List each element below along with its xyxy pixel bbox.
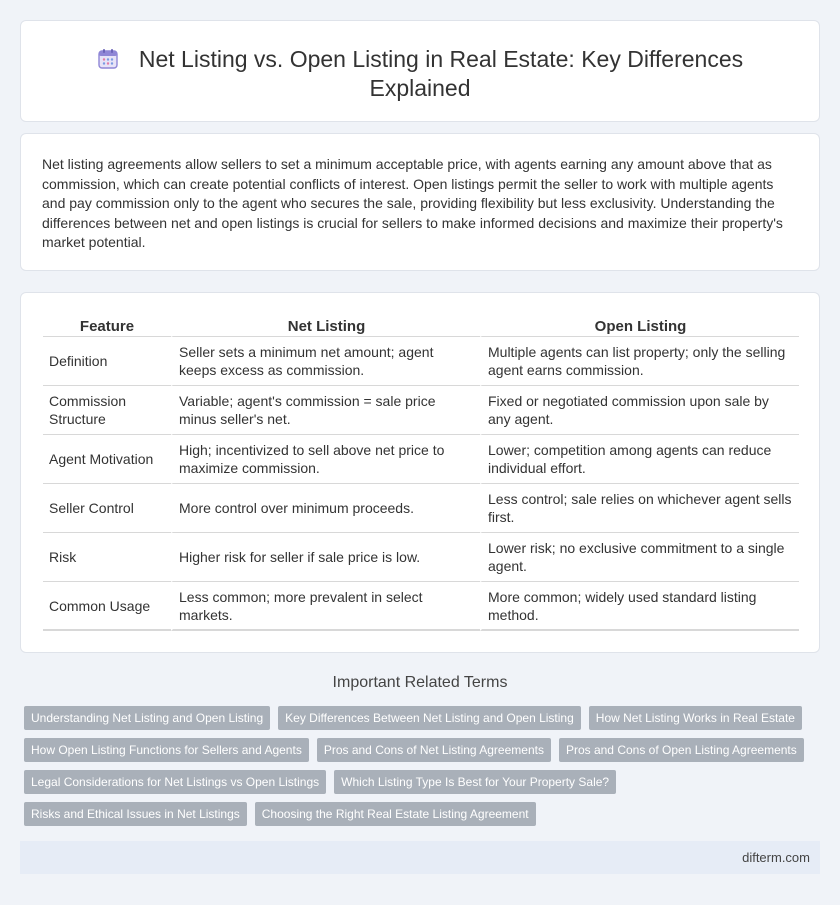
- related-terms-title: Important Related Terms: [332, 674, 508, 691]
- table-header-row: [43, 313, 799, 337]
- page-title: [61, 45, 779, 103]
- feature-cell: Seller Control: [43, 484, 171, 533]
- related-term-link[interactable]: How Open Listing Functions for Sellers and Agents: [24, 738, 309, 762]
- related-term-link[interactable]: Choosing the Right Real Estate Listing Agreement: [255, 802, 536, 826]
- related-term-link[interactable]: Legal Considerations for Net Listings vs Open Listings: [24, 770, 326, 794]
- net-listing-cell: High; incentivized to sell above net price to maximize commission.: [171, 435, 480, 484]
- open-listing-cell: Lower; competition among agents can reduce individual effort.: [480, 435, 799, 484]
- open-listing-cell: Less control; sale relies on whichever agent sells first.: [480, 484, 799, 533]
- net-listing-cell: More control over minimum proceeds.: [171, 484, 480, 533]
- net-listing-cell: Variable; agent's commission = sale price minus seller's net.: [171, 386, 480, 435]
- open-listing-cell: Lower risk; no exclusive commitment to a single agent.: [480, 533, 799, 582]
- feature-cell: Definition: [43, 337, 171, 386]
- net-listing-cell: Seller sets a minimum net amount; agent keeps excess as commission.: [171, 337, 480, 386]
- table-row: [43, 337, 799, 386]
- table-row: [43, 582, 799, 631]
- comparison-card: [20, 292, 820, 653]
- column-header-feature: Feature: [43, 313, 171, 337]
- related-term-link[interactable]: Understanding Net Listing and Open Listing: [24, 706, 270, 730]
- page-title-text: Net Listing vs. Open Listing in Real Estate: Key Differences Explained: [138, 46, 744, 101]
- tag-row: [24, 738, 814, 762]
- related-term-link[interactable]: Risks and Ethical Issues in Net Listings: [24, 802, 247, 826]
- footer: [20, 841, 820, 874]
- open-listing-cell: Fixed or negotiated commission upon sale by any agent.: [480, 386, 799, 435]
- open-listing-cell: Multiple agents can list property; only the selling agent earns commission.: [480, 337, 799, 386]
- related-term-link[interactable]: How Net Listing Works in Real Estate: [589, 706, 802, 730]
- feature-cell: Common Usage: [43, 582, 171, 631]
- table-row: [43, 386, 799, 435]
- header: [61, 45, 779, 103]
- net-listing-cell: Higher risk for seller if sale price is low.: [171, 533, 480, 582]
- feature-cell: Agent Motivation: [43, 435, 171, 484]
- feature-cell: Risk: [43, 533, 171, 582]
- intro-card: [20, 133, 820, 271]
- header-card: [20, 20, 820, 122]
- intro-text: Net listing agreements allow sellers to set a minimum acceptable price, with agents earning any amount above that as commission, which can create potential conflicts of interest. Open listings permit the seller to work with multiple agents and pay commission only to the agent who secures the sale, providing flexibility but less exclusivity. Understanding the differences between net and open listings is crucial for sellers to make informed decisions and maximize their property's market potential.: [42, 156, 783, 250]
- feature-cell: Commission Structure: [43, 386, 171, 435]
- footer-site-name: difterm.com: [742, 850, 810, 865]
- related-term-link[interactable]: Key Differences Between Net Listing and Open Listing: [278, 706, 581, 730]
- related-terms-list: [24, 706, 814, 834]
- table-row: [43, 484, 799, 533]
- tag-row: [24, 802, 814, 826]
- column-header-net-listing: Net Listing: [171, 313, 480, 337]
- related-term-link[interactable]: Pros and Cons of Open Listing Agreements: [559, 738, 804, 762]
- tag-row: [24, 770, 814, 794]
- column-header-open-listing: Open Listing: [480, 313, 799, 337]
- table-row: [43, 533, 799, 582]
- table-row: [43, 435, 799, 484]
- tag-row: [24, 706, 814, 730]
- related-term-link[interactable]: Pros and Cons of Net Listing Agreements: [317, 738, 551, 762]
- related-term-link[interactable]: Which Listing Type Is Best for Your Property Sale?: [334, 770, 616, 794]
- open-listing-cell: More common; widely used standard listing method.: [480, 582, 799, 631]
- net-listing-cell: Less common; more prevalent in select markets.: [171, 582, 480, 631]
- calendar-icon: [97, 48, 119, 70]
- comparison-table: [43, 313, 799, 631]
